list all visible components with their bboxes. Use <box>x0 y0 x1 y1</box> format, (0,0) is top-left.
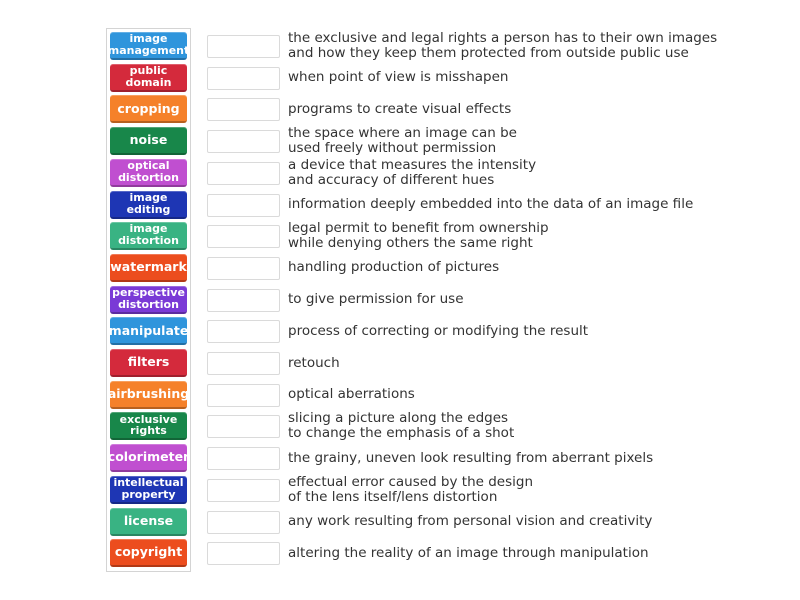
tile-label: perspective distortion <box>112 285 185 311</box>
tile-label: copyright <box>114 544 183 560</box>
tile-label: airbrushing <box>107 385 190 401</box>
tile-label: intellectual property <box>113 475 184 501</box>
definition-text: retouch <box>288 354 340 371</box>
tile-label: license <box>123 512 174 528</box>
tile-label: image editing <box>126 190 171 216</box>
tile-manipulate[interactable] <box>110 317 187 345</box>
tile-cropping[interactable] <box>110 95 187 123</box>
tile-label: public domain <box>125 63 172 89</box>
definition-text: when point of view is misshapen <box>288 69 509 86</box>
tile-label: image management <box>107 32 190 57</box>
tile-intellectual-property[interactable] <box>110 476 187 504</box>
definition-text: a device that measures the intensity and accuracy of different hues <box>288 156 537 188</box>
definition-text: the grainy, uneven look resulting from aberrant pixels <box>288 449 654 466</box>
definition-text: slicing a picture along the edges to change the emphasis of a shot <box>288 410 515 442</box>
definition-text: optical aberrations <box>288 386 415 403</box>
tile-label: manipulate <box>108 322 189 338</box>
answer-slot[interactable] <box>207 289 280 312</box>
tile-label: filters <box>127 354 170 370</box>
definition-text: the exclusive and legal rights a person has to their own images and how they keep them protected from outside public use <box>288 30 718 61</box>
tile-image-editing[interactable] <box>110 191 187 219</box>
definition-text: altering the reality of an image through manipulation <box>288 544 649 561</box>
tile-image-management[interactable] <box>107 32 190 60</box>
answer-slot[interactable] <box>207 130 280 153</box>
definition-text: process of correcting or modifying the result <box>288 322 589 339</box>
answer-slot[interactable] <box>207 447 280 470</box>
answer-slot[interactable] <box>207 225 280 248</box>
answer-slot[interactable] <box>207 542 280 565</box>
definition-text: the space where an image can be used freely without permission <box>288 125 517 157</box>
tile-noise[interactable] <box>110 127 187 155</box>
tile-exclusive-rights[interactable] <box>110 412 187 440</box>
tile-airbrushing[interactable] <box>107 381 190 409</box>
answer-slot[interactable] <box>207 352 280 375</box>
definition-text: information deeply embedded into the data of an image file <box>288 196 694 212</box>
answer-slot[interactable] <box>207 98 280 121</box>
tile-public-domain[interactable] <box>110 64 187 92</box>
tile-copyright[interactable] <box>110 539 187 567</box>
tile-license[interactable] <box>110 508 187 536</box>
answer-slot[interactable] <box>207 35 280 58</box>
answer-slot[interactable] <box>207 415 280 438</box>
tile-label: colorimeter <box>107 449 190 465</box>
definition-text: legal permit to benefit from ownership while denying others the same right <box>288 220 549 252</box>
tile-colorimeter[interactable] <box>107 444 190 472</box>
tile-label: noise <box>129 132 168 148</box>
answer-slot[interactable] <box>207 194 280 217</box>
tile-watermark[interactable] <box>110 254 187 282</box>
definition-text: any work resulting from personal vision and creativity <box>288 513 653 529</box>
answer-slot[interactable] <box>207 511 280 534</box>
tile-label: watermark <box>110 259 187 275</box>
definition-text: to give permission for use <box>288 291 464 308</box>
tile-label: cropping <box>117 100 180 116</box>
tile-label: image distortion <box>118 222 179 248</box>
answer-slot[interactable] <box>207 479 280 502</box>
definition-text: handling production of pictures <box>288 259 500 276</box>
answer-slot[interactable] <box>207 162 280 185</box>
answer-slot[interactable] <box>207 320 280 343</box>
answer-slot[interactable] <box>207 384 280 407</box>
tile-perspective-distortion[interactable] <box>110 286 187 314</box>
definition-text: programs to create visual effects <box>288 100 512 117</box>
tile-label: exclusive rights <box>119 412 178 438</box>
tile-optical-distortion[interactable] <box>110 159 187 187</box>
tile-label: optical distortion <box>118 158 179 184</box>
tile-image-distortion[interactable] <box>110 222 187 250</box>
definition-text: effectual error caused by the design of the lens itself/lens distortion <box>288 473 534 505</box>
answer-slot[interactable] <box>207 67 280 90</box>
tile-filters[interactable] <box>110 349 187 377</box>
answer-slot[interactable] <box>207 257 280 280</box>
